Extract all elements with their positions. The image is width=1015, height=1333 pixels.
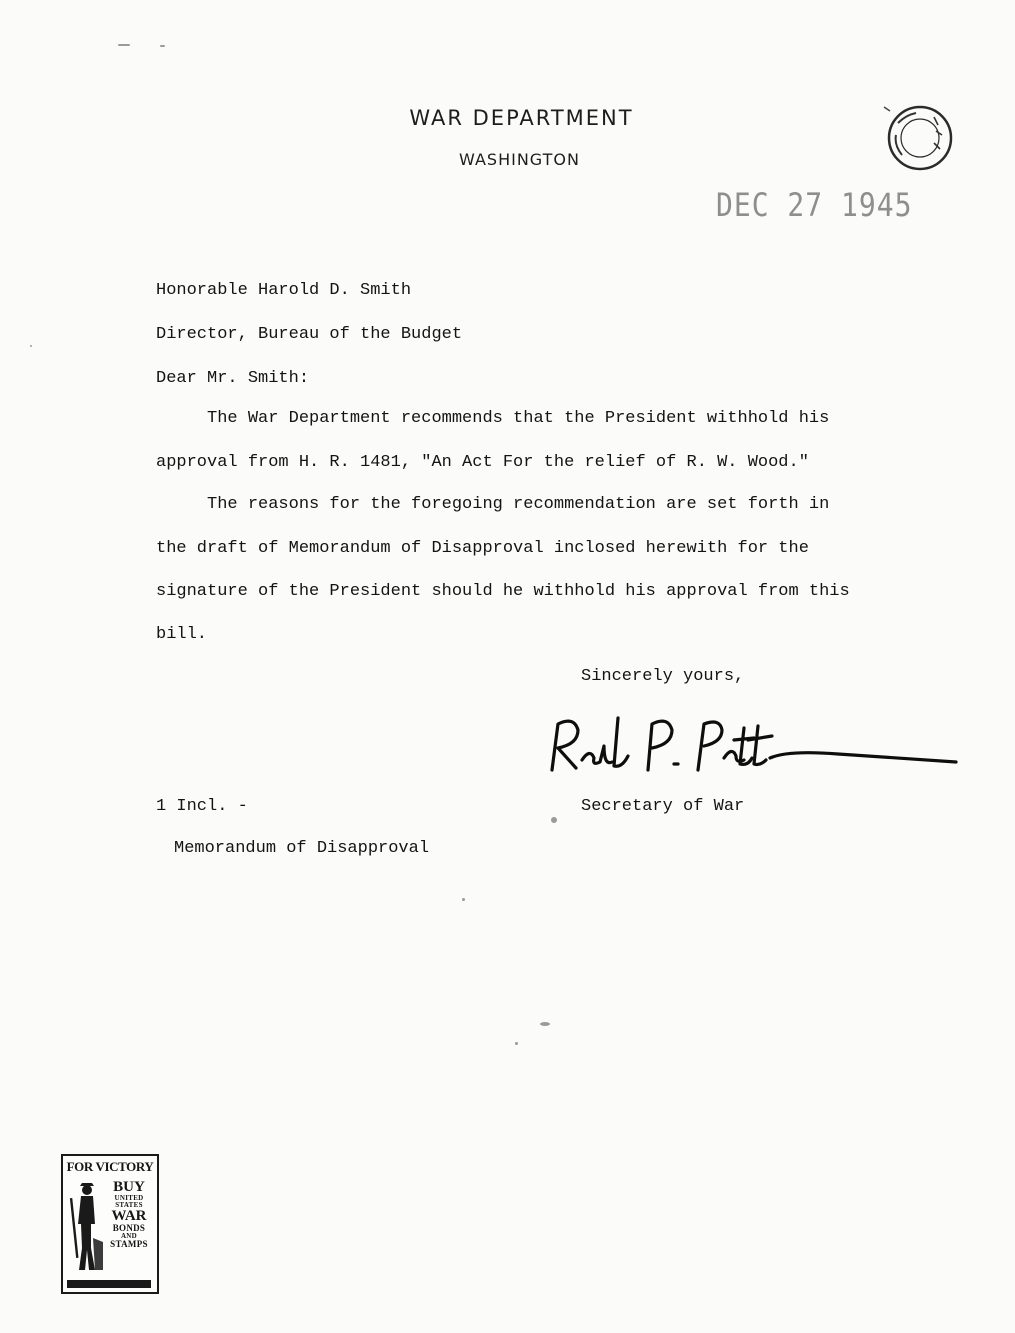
stamp-headline: FOR VICTORY	[66, 1159, 154, 1174]
stamp-buy: BUY	[113, 1179, 145, 1195]
stamp-united: UNITED	[114, 1194, 144, 1202]
stamp-stamps: STAMPS	[110, 1239, 148, 1249]
scan-mark	[160, 45, 165, 47]
scan-mark	[462, 898, 465, 901]
paragraph-1-line-1: The War Department recommends that the President withhold his	[156, 409, 830, 428]
enclosure-count: 1 Incl. -	[156, 797, 248, 816]
scan-mark	[540, 1022, 550, 1026]
signer-title: Secretary of War	[581, 797, 745, 816]
paragraph-2-line-3: signature of the President should he withhold his approval from this	[156, 582, 850, 601]
letterhead-city: WASHINGTON	[459, 150, 580, 169]
scan-mark	[118, 44, 130, 46]
scan-mark	[551, 817, 557, 823]
stamp-bonds: BONDS	[112, 1223, 146, 1233]
stamp-war: WAR	[111, 1208, 147, 1224]
closing: Sincerely yours,	[581, 667, 745, 686]
stamp-and: AND	[120, 1232, 138, 1240]
paragraph-1-line-2: approval from H. R. 1481, "An Act For the relief of R. W. Wood."	[156, 453, 809, 472]
paragraph-2-line-2: the draft of Memorandum of Disapproval inclosed herewith for the	[156, 539, 809, 558]
stamp-base-bar	[67, 1280, 151, 1288]
handwritten-signature-icon	[538, 710, 958, 780]
recipient-title: Director, Bureau of the Budget	[156, 325, 463, 344]
salutation: Dear Mr. Smith:	[156, 369, 310, 388]
paragraph-2-line-1: The reasons for the foregoing recommendation are set forth in	[156, 495, 830, 514]
scan-mark	[30, 345, 32, 347]
enclosure-item: Memorandum of Disapproval	[174, 839, 430, 858]
recipient-name: Honorable Harold D. Smith	[156, 281, 412, 300]
paragraph-2-line-4: bill.	[156, 625, 208, 644]
scan-mark	[515, 1042, 518, 1045]
archive-seal-icon	[876, 101, 956, 171]
stamp-states: STATES	[115, 1201, 143, 1209]
received-date-stamp: DEC 27 1945	[716, 186, 913, 224]
minuteman-figure-icon	[67, 1178, 107, 1278]
war-bonds-stamp	[61, 1154, 159, 1294]
stamp-slogan	[105, 1180, 153, 1249]
letterhead-department: WAR DEPARTMENT	[409, 106, 634, 130]
